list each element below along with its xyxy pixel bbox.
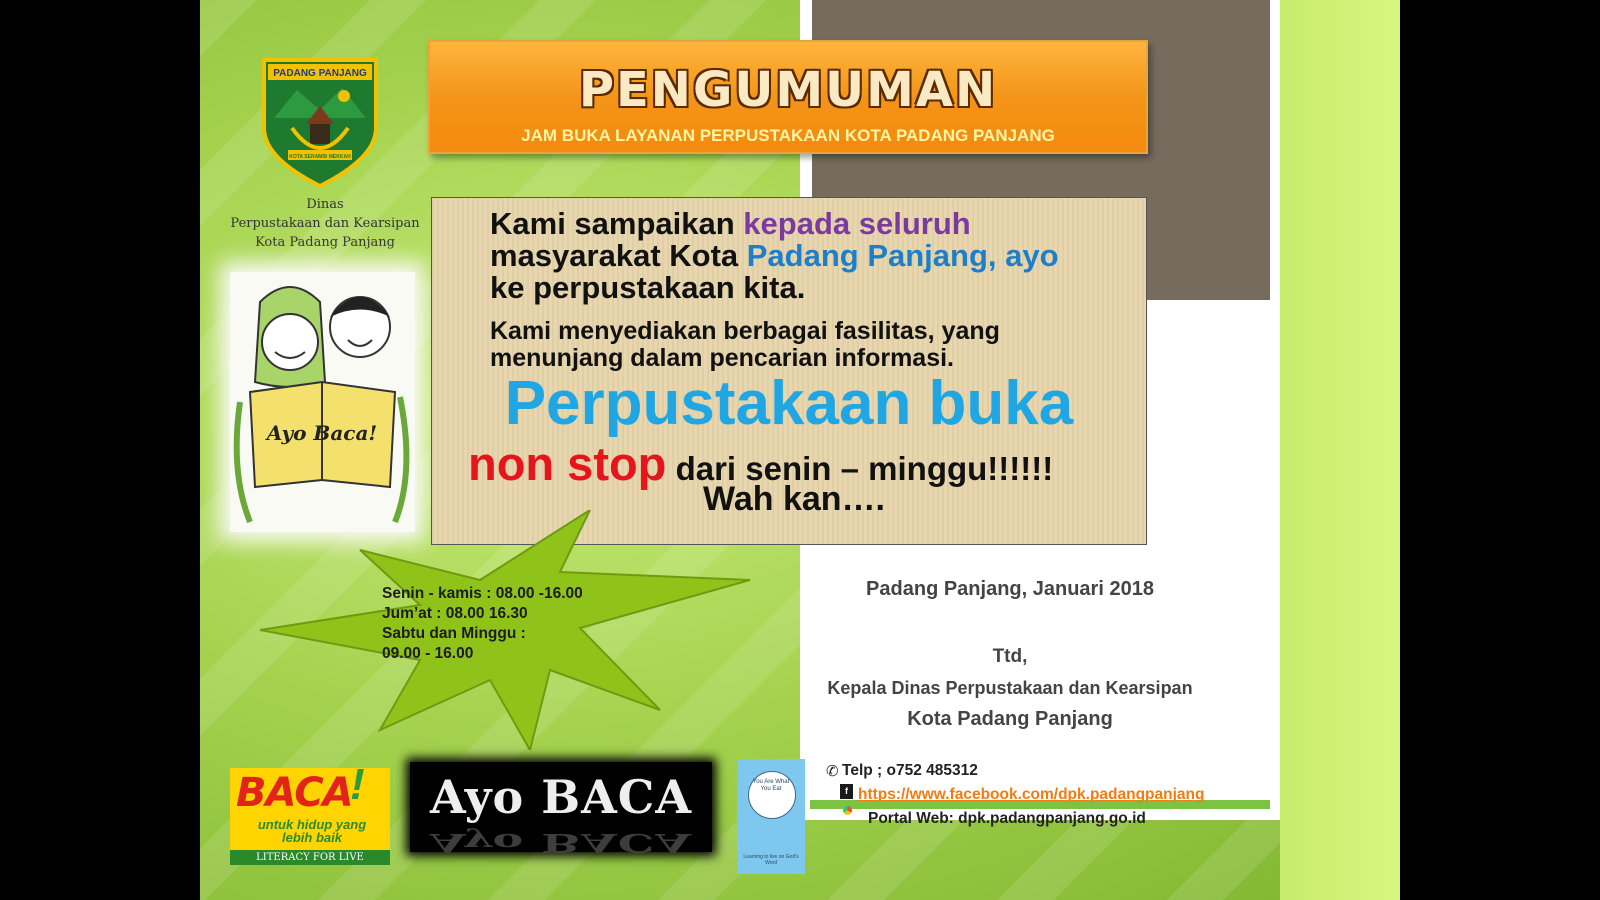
crest-label: PADANG PANJANG bbox=[273, 68, 367, 79]
hours-line-4: 09.00 - 16.00 bbox=[382, 645, 474, 662]
hours-line-2: Jum’at : 08.00 16.30 bbox=[382, 605, 528, 622]
kids-sign-text: Ayo Baca! bbox=[266, 421, 378, 445]
contact-telp: Telp ; o752 485312 bbox=[842, 762, 978, 779]
ayo-baca-text: Ayo BACA bbox=[429, 770, 693, 824]
notice-closing: Wah kan…. bbox=[703, 480, 885, 518]
signature-date: Padang Panjang, Januari 2018 bbox=[866, 578, 1154, 600]
book-cover-image bbox=[737, 759, 805, 874]
opening-hours bbox=[382, 584, 583, 664]
notice-line1-b: kepada seluruh bbox=[743, 206, 971, 241]
signature-position: Kepala Dinas Perpustakaan dan Kearsipan bbox=[827, 678, 1193, 698]
notice-nonstop: non stop bbox=[468, 437, 667, 490]
agency-line-2: Perpustakaan dan Kearsipan bbox=[230, 216, 420, 231]
facebook-icon: f bbox=[840, 784, 853, 799]
ayo-baca-reflection: Ayo BACA bbox=[429, 828, 693, 858]
notice-headline: Perpustakaan buka bbox=[504, 369, 1074, 438]
banner-subtitle: JAM BUKA LAYANAN PERPUSTAKAAN KOTA PADANG PANJANG bbox=[521, 126, 1055, 145]
notice-intro bbox=[490, 208, 1140, 304]
notice-board bbox=[431, 197, 1147, 545]
agency-name bbox=[220, 195, 430, 252]
book-title: You Are What You Eat bbox=[752, 779, 790, 792]
ayo-baca-logo bbox=[410, 762, 712, 858]
agency-line-3: Kota Padang Panjang bbox=[255, 235, 395, 250]
agency-line-1: Dinas bbox=[306, 197, 344, 212]
notice-line3: ke perpustakaan kita. bbox=[490, 270, 806, 305]
notice-line2-b: Padang Panjang, ayo bbox=[746, 238, 1059, 273]
baca-word: BACA bbox=[236, 770, 353, 816]
notice-para2-line1: Kami menyediakan berbagai fasilitas, yang bbox=[490, 317, 1000, 345]
right-green-strip bbox=[1280, 0, 1400, 900]
browser-icon bbox=[843, 806, 852, 815]
crest-motto: KOTA SERAMBI MEKKAH bbox=[289, 154, 351, 160]
announcement-slide bbox=[200, 0, 1400, 900]
padang-panjang-crest-logo bbox=[262, 58, 378, 188]
kids-reading-illustration bbox=[230, 272, 415, 532]
baca-literacy-logo bbox=[230, 760, 390, 865]
portal-web: Portal Web: dpk.padangpanjang.go.id bbox=[868, 810, 1146, 827]
banner-title: PENGUMUMAN bbox=[578, 62, 998, 118]
signature-city: Kota Padang Panjang bbox=[907, 708, 1113, 730]
hours-line-1: Senin - kamis : 08.00 -16.00 bbox=[382, 585, 583, 602]
notice-days: dari senin – minggu!!!!!! bbox=[666, 450, 1054, 487]
book-tagline: Learning to live on God's Word bbox=[743, 854, 799, 866]
notice-line1-a: Kami sampaikan bbox=[490, 206, 744, 241]
signature-ttd: Ttd, bbox=[992, 646, 1028, 667]
phone-icon: ✆ bbox=[826, 763, 839, 780]
baca-footer: LITERACY FOR LIVE bbox=[230, 850, 390, 865]
hours-line-3: Sabtu dan Minggu : bbox=[382, 625, 526, 642]
facebook-link[interactable]: https://www.facebook.com/dpk.padangpanjang bbox=[858, 786, 1205, 803]
notice-para2-line2: menunjang dalam pencarian informasi. bbox=[490, 344, 955, 372]
announcement-banner bbox=[428, 40, 1148, 154]
baca-exclamation: ! bbox=[350, 760, 365, 809]
notice-line2-a: masyarakat Kota bbox=[490, 238, 747, 273]
notice-facilities bbox=[490, 318, 1140, 372]
baca-subtitle: untuk hidup yang lebih baik bbox=[257, 817, 367, 845]
